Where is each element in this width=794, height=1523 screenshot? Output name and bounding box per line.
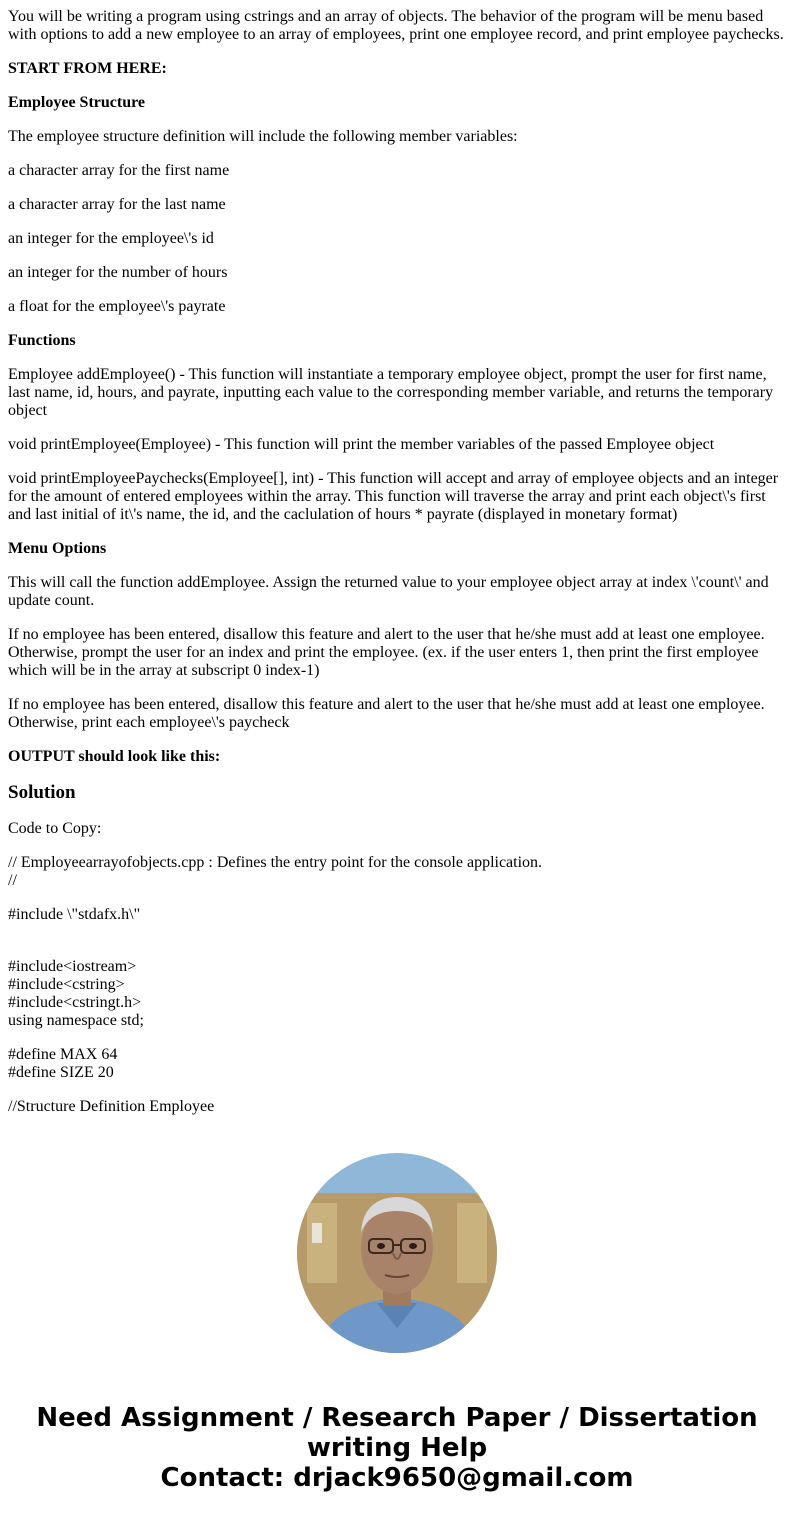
structure-intro: The employee structure definition will include the following member variables: xyxy=(8,128,518,145)
question-intro: You will be writing a program using cstrings and an array of objects. The behavior of the program will be menu based with options to add a new employee to an array of employees, print one employee record, and print employee paychecks. xyxy=(8,8,784,43)
function-item: Employee addEmployee() - This function will instantiate a temporary employee object, prompt the user for first name, last name, id, hours, and payrate, inputting each value to the corresponding member variable, and returns the temporary object xyxy=(8,366,774,419)
function-item: void printEmployee(Employee) - This function will print the member variables of the passed Employee object xyxy=(8,436,715,453)
code-line: // Employeearrayofobjects.cpp : Defines the entry point for the console application. xyxy=(8,854,543,871)
code-line: #include \"stdafx.h\" xyxy=(8,906,141,923)
menu-heading: Menu Options xyxy=(8,540,107,557)
solution-heading: Solution xyxy=(8,782,76,803)
function-item: void printEmployeePaychecks(Employee[], int) - This function will accept and array of employee objects and an integer for the amount of entered employees within the array. This function will traverse the array and print each object\'s first and last initial of it\'s name, the id, and the caclulation of hours * payrate (displayed in monetary format) xyxy=(8,470,779,523)
code-block xyxy=(8,854,790,890)
code-block xyxy=(8,906,790,942)
code-line: #include<cstring> xyxy=(8,976,125,993)
code-line: using namespace std; xyxy=(8,1012,144,1029)
member-item: an integer for the number of hours xyxy=(8,264,228,281)
promo-line: writing Help xyxy=(306,1433,488,1463)
promo-banner xyxy=(0,1403,794,1493)
avatar-portrait-icon xyxy=(297,1153,497,1353)
code-line: #define MAX 64 xyxy=(8,1046,118,1063)
code-line: //Structure Definition Employee xyxy=(8,1098,215,1115)
menu-option: If no employee has been entered, disallow this feature and alert to the user that he/she must add at least one employee. Otherwise, prompt the user for an index and print the employee. (ex. if the user enters 1, then print the first employee which will be in the array at subscript 0 index-1) xyxy=(8,626,765,679)
code-line: // xyxy=(8,872,17,889)
member-item: a character array for the last name xyxy=(8,196,226,213)
code-block xyxy=(8,1046,790,1082)
code-block xyxy=(8,1098,790,1116)
code-blank-line xyxy=(8,924,790,942)
code-line: #include<cstringt.h> xyxy=(8,994,142,1011)
functions-heading: Functions xyxy=(8,332,76,349)
menu-option: If no employee has been entered, disallow this feature and alert to the user that he/she must add at least one employee. Otherwise, print each employee\'s paycheck xyxy=(8,696,765,731)
code-block xyxy=(8,958,790,1030)
promo-contact: Contact: drjack9650@gmail.com xyxy=(160,1463,634,1493)
author-avatar xyxy=(297,1153,497,1353)
structure-heading: Employee Structure xyxy=(8,94,146,111)
start-heading: START FROM HERE: xyxy=(8,60,167,77)
code-line: #include<iostream> xyxy=(8,958,137,975)
copy-label: Code to Copy: xyxy=(8,820,102,837)
member-item: an integer for the employee\'s id xyxy=(8,230,214,247)
code-line: #define SIZE 20 xyxy=(8,1064,114,1081)
member-item: a float for the employee\'s payrate xyxy=(8,298,226,315)
promo-line: Need Assignment / Research Paper / Dissertation xyxy=(36,1403,758,1433)
member-item: a character array for the first name xyxy=(8,162,230,179)
menu-option: This will call the function addEmployee. Assign the returned value to your employee object array at index \'count\' and update count. xyxy=(8,574,769,609)
output-heading: OUTPUT should look like this: xyxy=(8,748,221,765)
document-content xyxy=(8,8,790,1132)
